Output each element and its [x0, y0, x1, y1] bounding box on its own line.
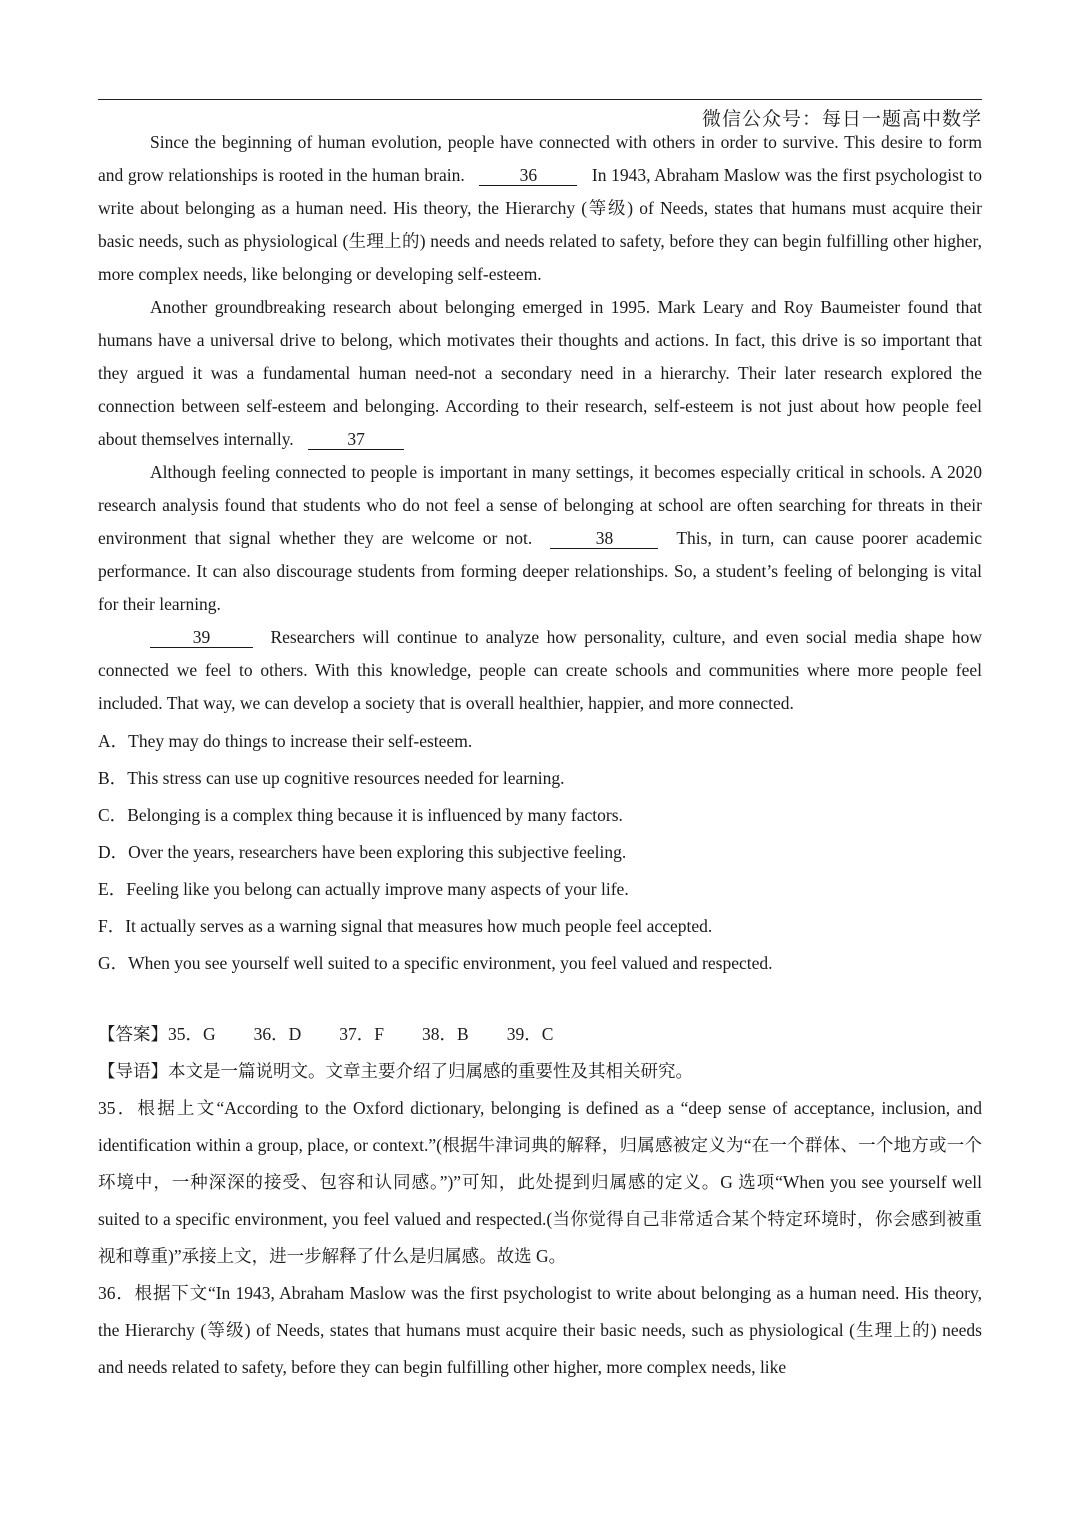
- header-rule: [98, 99, 982, 100]
- option-d: [98, 834, 982, 871]
- option-c: [98, 797, 982, 834]
- answer-item: 39．C: [506, 1024, 554, 1044]
- option-text: This stress can use up cognitive resources needed for learning.: [127, 768, 565, 788]
- option-text: Feeling like you belong can actually improve many aspects of your life.: [126, 879, 629, 899]
- intro-text: 本文是一篇说明文。文章主要介绍了归属感的重要性及其相关研究。: [168, 1061, 693, 1081]
- passage-paragraph-2: [98, 291, 982, 456]
- paragraph-text: In 1943, Abraham Maslow was the first psychologist to write about belonging as a human need. His theory, the Hierarchy (等级) of Needs, states that humans must acquire their basic needs, such as physiological (生理上的) needs and needs related to safety, before they can begin fulfilling other higher, more complex needs, like belonging or developing self-esteem.: [98, 165, 983, 284]
- passage-paragraph-3: [98, 456, 982, 621]
- intro-line: [98, 1053, 982, 1090]
- option-letter: C．: [98, 805, 128, 825]
- paragraph-text: Since the beginning of human evolution, people have connected with others in order to survive. This desire to form and grow relationships is rooted in the human brain.: [98, 132, 982, 185]
- document-body: [98, 126, 982, 1386]
- option-text: They may do things to increase their self-esteem.: [128, 731, 473, 751]
- intro-label: 【导语】: [98, 1061, 168, 1081]
- explanation-35: 35．根据上文“According to the Oxford dictionary, belonging is defined as a “deep sense of acceptance, inclusion, and identification within a group, place, or context.”(根据牛津词典的解释，归属感被定义为“在一个群体、一个地方或一个环境中，一种深深的接受、包容和认同感。”)”可知，此处提到归属感的定义。G 选项“When you see yourself well suited to a specific environment, you feel valued and respected.(当你觉得自己非常适合某个特定环境时，你会感到被重视和尊重)”承接上文，进一步解释了什么是归属感。故选 G。: [98, 1098, 982, 1266]
- option-text: Over the years, researchers have been exploring this subjective feeling.: [128, 842, 627, 862]
- header-source: 微信公众号：每日一题高中数学: [701, 108, 982, 130]
- option-b: [98, 760, 982, 797]
- passage-paragraph-1: [98, 126, 982, 291]
- option-text: It actually serves as a warning signal that measures how much people feel accepted.: [125, 916, 713, 936]
- blank-37: 37: [308, 429, 404, 450]
- paragraph-text: Although feeling connected to people is important in many settings, it becomes especially critical in schools. A 2020 research analysis found that students who do not feel a sense of belonging at school are often searching for threats in their environment that signal whether they are welcome or not.: [98, 462, 982, 548]
- option-list: [98, 723, 982, 982]
- blank-36: 36: [479, 165, 577, 186]
- option-a: [98, 723, 982, 760]
- answer-item: 36．D: [253, 1024, 302, 1044]
- answer-line: [98, 1016, 982, 1053]
- option-g: [98, 945, 982, 982]
- option-letter: E．: [98, 879, 127, 899]
- option-letter: A．: [98, 731, 129, 751]
- option-e: [98, 871, 982, 908]
- option-letter: F．: [98, 916, 126, 936]
- answer-item: 35．G: [168, 1024, 216, 1044]
- option-letter: G．: [98, 953, 129, 973]
- option-text: When you see yourself well suited to a specific environment, you feel valued and respected.: [128, 953, 773, 973]
- answer-label: 【答案】: [98, 1024, 168, 1044]
- option-text: Belonging is a complex thing because it is influenced by many factors.: [127, 805, 623, 825]
- explanation-36: 36．根据下文“In 1943, Abraham Maslow was the first psychologist to write about belonging as a human need. His theory, the Hierarchy (等级) of Needs, states that humans must acquire their basic needs, such as physiological (生理上的) needs and needs related to safety, before they can begin fulfilling other higher, more complex needs, like: [98, 1283, 982, 1377]
- paragraph-text: Another groundbreaking research about belonging emerged in 1995. Mark Leary and Roy Baumeister found that humans have a universal drive to belong, which motivates their thoughts and actions. In fact, this drive is so important that they argued it was a fundamental human need-not a secondary need in a hierarchy. Their later research explored the connection between self-esteem and belonging. According to their research, self-esteem is not just about how people feel about themselves internally.: [98, 297, 982, 449]
- answer-item: 37．F: [339, 1024, 385, 1044]
- option-f: [98, 908, 982, 945]
- answer-item: 38．B: [422, 1024, 469, 1044]
- option-letter: D．: [98, 842, 129, 862]
- answer-section: [98, 1016, 982, 1386]
- paragraph-text: This, in turn, can cause poorer academic performance. It can also discourage students from forming deeper relationships. So, a student’s feeling of belonging is vital for their learning.: [98, 528, 983, 614]
- option-letter: B．: [98, 768, 128, 788]
- blank-39: 39: [150, 627, 253, 648]
- blank-38: 38: [550, 528, 658, 549]
- paragraph-text: Researchers will continue to analyze how personality, culture, and even social media shape how connected we feel to others. With this knowledge, people can create schools and communities where more people feel included. That way, we can develop a society that is overall healthier, happier, and more connected.: [98, 627, 983, 713]
- passage-paragraph-4: [98, 621, 982, 720]
